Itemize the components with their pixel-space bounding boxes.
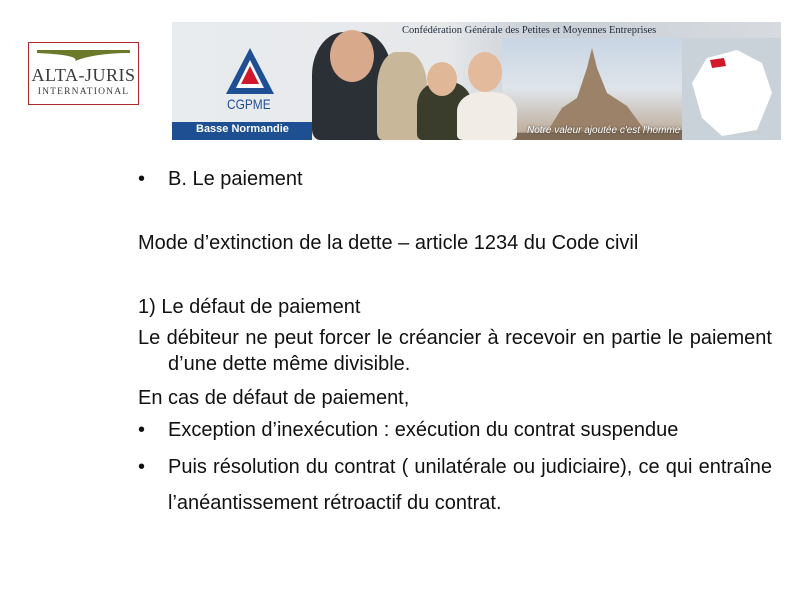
region-label: Basse Normandie [196,123,289,135]
france-map-image [682,38,781,140]
bullet-item-1 [138,417,772,443]
heading-bullet [138,166,772,192]
bullet-icon: • [138,456,146,478]
cgpme-label: CGPME [227,96,271,112]
banner-title: Confédération Générale des Petites et Moyennes Entreprises [402,25,657,36]
logo-swoosh-icon [35,47,132,63]
bullet-text-2: Puis résolution du contrat ( unilatérale ou judiciaire), ce qui entraîne l’anéantissement rétroactif du contrat. [168,456,772,514]
cgpme-logo-icon [224,46,276,98]
paragraph-2: En cas de défaut de paiement, [138,387,410,409]
section-heading: B. Le paiement [168,168,303,190]
cgpme-banner [172,22,781,140]
bullet-icon: • [138,419,146,441]
bullet-text-1: Exception d’inexécution : exécution du contrat suspendue [168,419,679,441]
paragraph-1: Le débiteur ne peut forcer le créancier à recevoir en partie le paiement d’une dette même divisible. [138,327,772,375]
banner-slogan: Notre valeur ajoutée c'est l'homme [527,125,681,136]
mode-line: Mode d’extinction de la dette – article 1234 du Code civil [138,232,639,254]
bullet-icon: • [138,168,146,190]
logo-line1: ALTA-JURIS [31,65,136,85]
subheading: 1) Le défaut de paiement [138,296,361,318]
logo-line2: INTERNATIONAL [37,87,130,97]
bullet-item-2 [138,449,772,521]
alta-juris-logo [28,42,139,105]
